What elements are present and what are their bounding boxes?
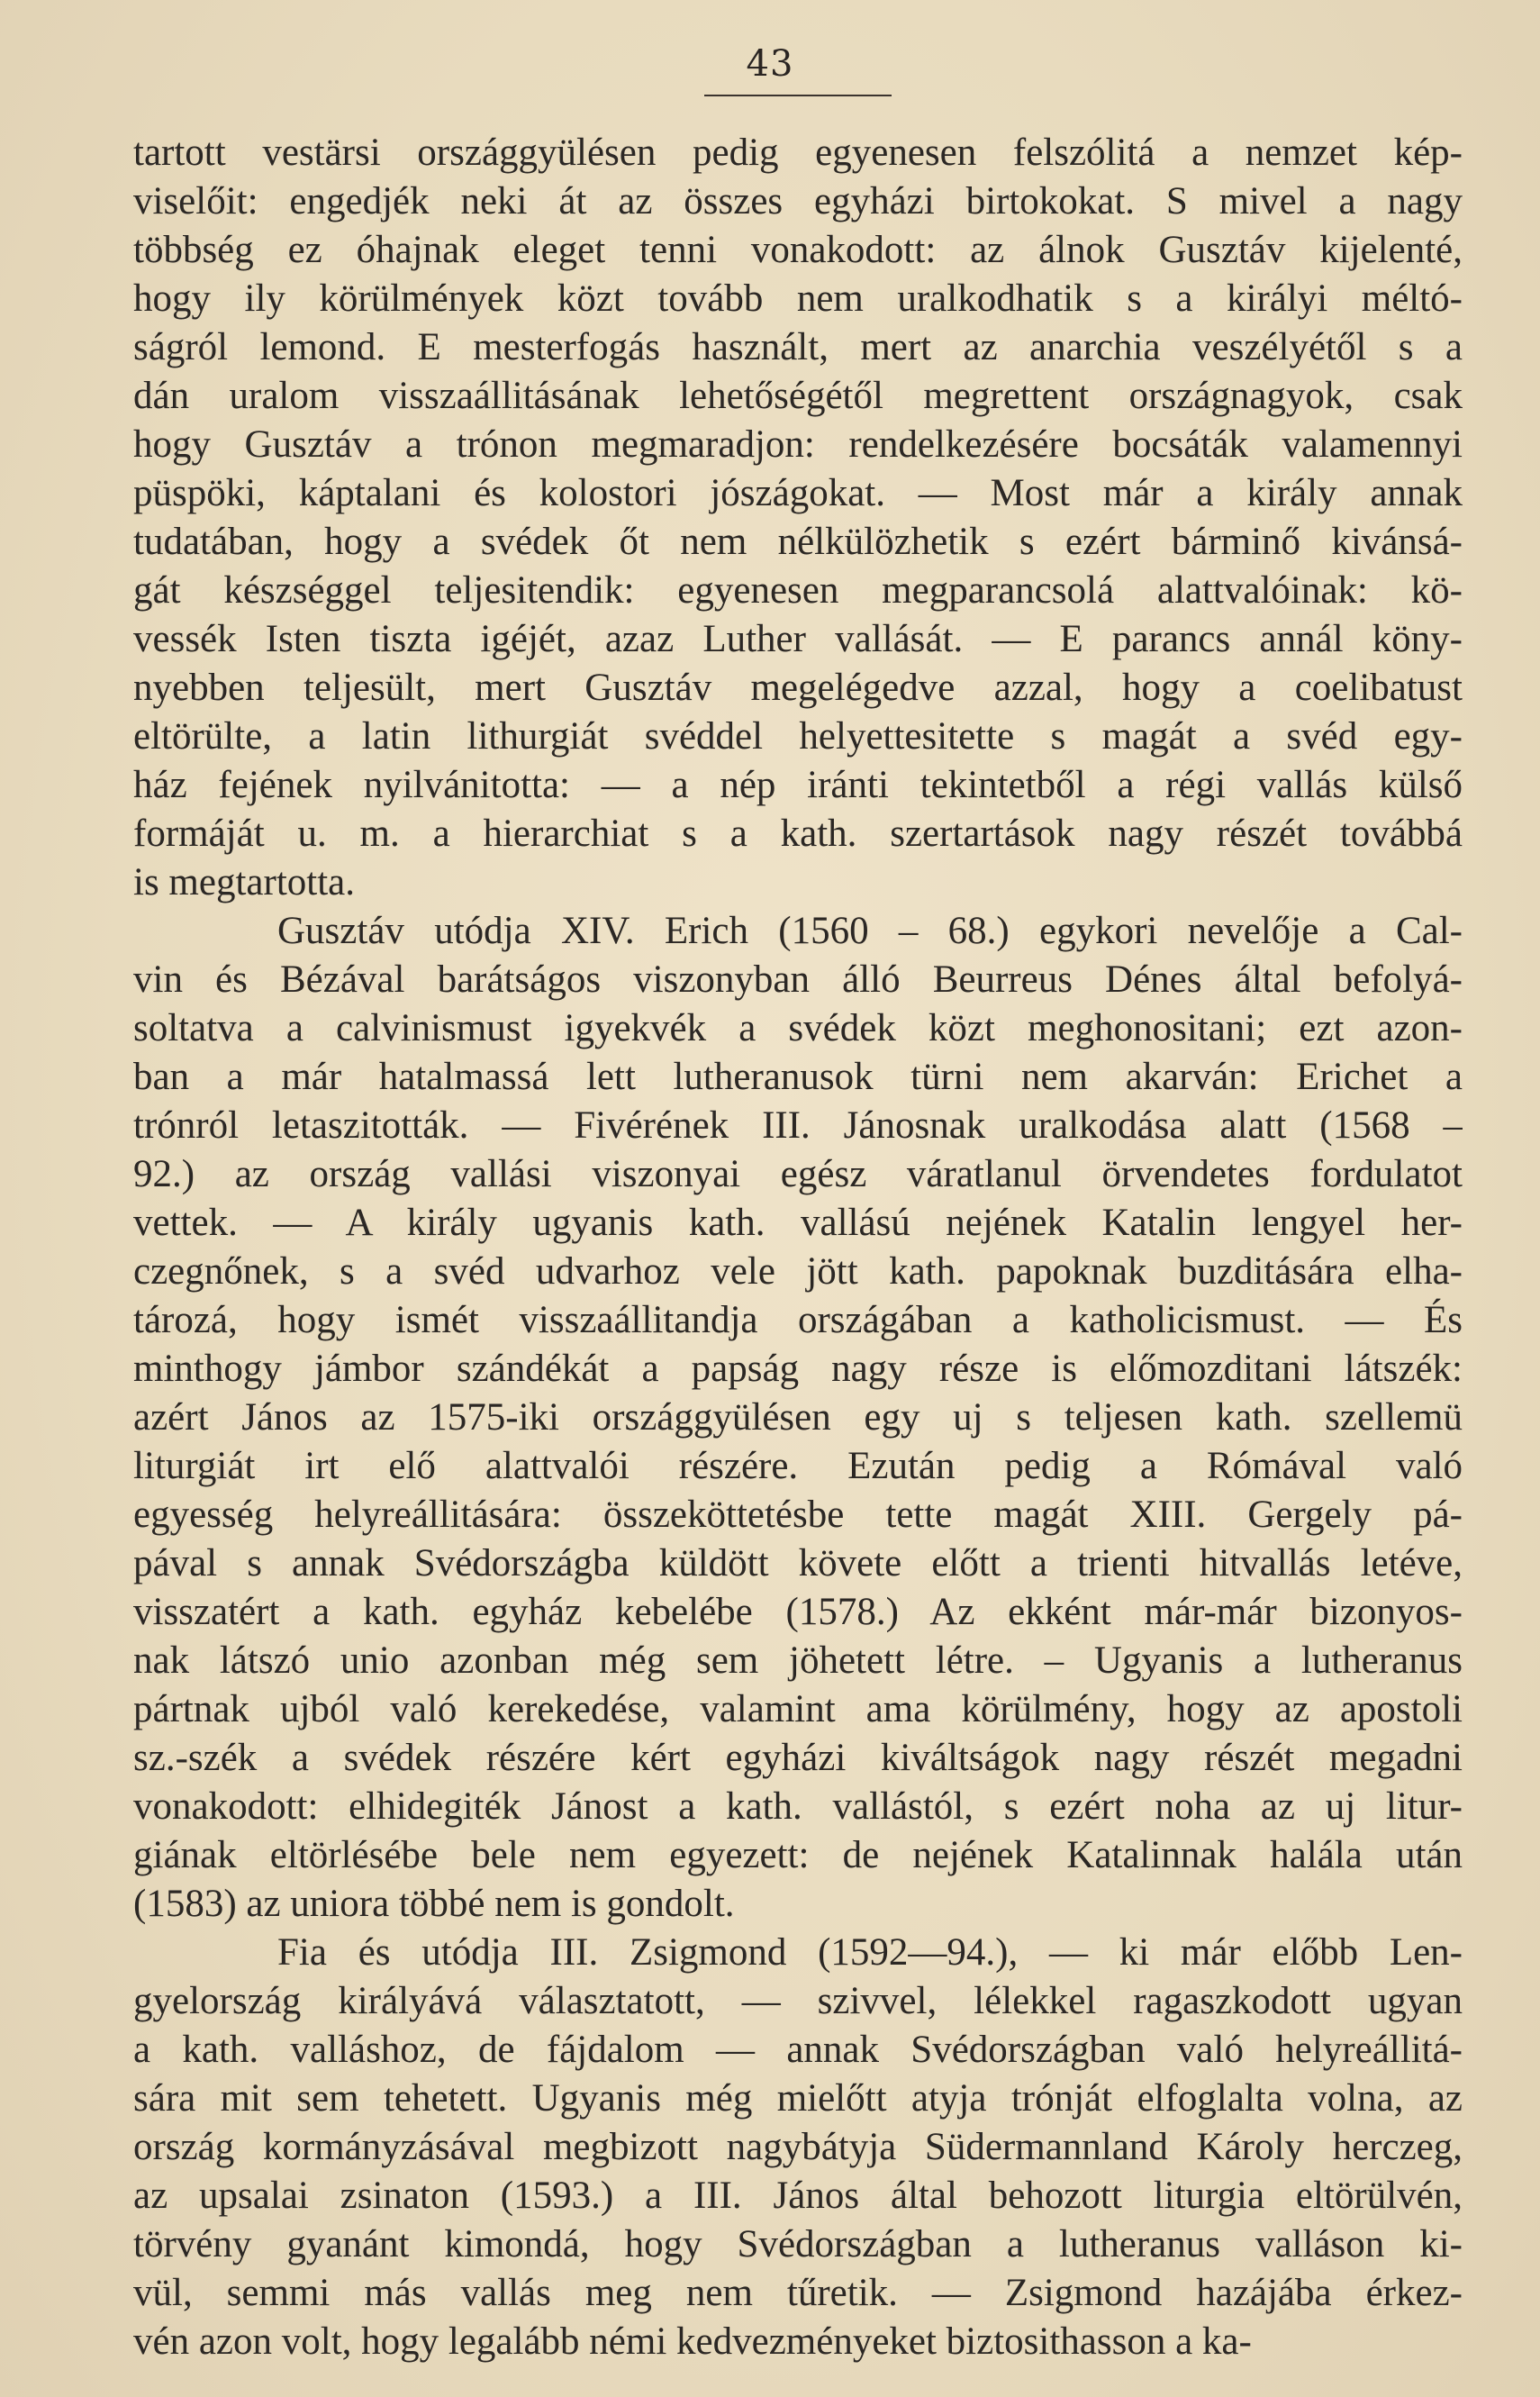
text-line: gyelország királyává választatott, — szivvel, lélekkel ragaszkodott ugyan	[133, 1980, 1463, 2022]
text-line: czegnőnek, s a svéd udvarhoz vele jött kath. papoknak buzditására elha-	[133, 1250, 1463, 1293]
paragraph	[133, 129, 1463, 907]
text-line: vin és Bézával barátságos viszonyban álló Beurreus Dénes által befolyá-	[133, 958, 1463, 1001]
text-line: 92.) az ország vallási viszonyai egész váratlanul örvendetes fordulatot	[133, 1153, 1463, 1195]
text-line: minthogy jámbor szándékát a papság nagy része is előmozditani látszék:	[133, 1348, 1463, 1390]
text-line: többség ez óhajnak eleget tenni vonakodott: az álnok Gusztáv kijelenté,	[133, 229, 1463, 271]
text-line: püspöki, káptalani és kolostori jószágokat. — Most már a király annak	[133, 472, 1463, 514]
text-line: soltatva a calvinismust igyekvék a svédek közt meghonositani; ezt azon-	[133, 1007, 1463, 1049]
page-number: 43	[746, 43, 794, 85]
text-line: (1583) az uniora többé nem is gondolt.	[133, 1883, 735, 1925]
text-line: hogy ily körülmények közt tovább nem uralkodhatik s a királyi méltó-	[133, 277, 1463, 320]
text-line: vettek. — A király ugyanis kath. vallású nejének Katalin lengyel her-	[133, 1202, 1463, 1244]
text-line: egyesség helyreállitására: összeköttetésbe tette magát XIII. Gergely pá-	[133, 1494, 1463, 1536]
text-line: tározá, hogy ismét visszaállitandja országában a katholicismust. — És	[133, 1299, 1463, 1341]
text-line: ban a már hatalmassá lett lutheranusok türni nem akarván: Erichet a	[133, 1056, 1463, 1098]
page-number-rule	[704, 95, 892, 96]
text-line: Fia és utódja III. Zsigmond (1592—94.), — ki már előbb Len-	[277, 1931, 1463, 1974]
text-line: vén azon volt, hogy legalább némi kedvezményeket biztosithasson a ka-	[133, 2320, 1252, 2363]
paragraph	[133, 907, 1463, 1929]
body-text	[133, 129, 1463, 2366]
text-line: tartott vestärsi országgyülésen pedig egyenesen felszólitá a nemzet kép-	[133, 132, 1463, 174]
text-line: hogy Gusztáv a trónon megmaradjon: rendelkezésére bocsáták valamennyi	[133, 423, 1463, 466]
text-line: ságról lemond. E mesterfogás használt, mert az anarchia veszélyétől s a	[133, 326, 1463, 368]
text-line: liturgiát irt elő alattvalói részére. Ezután pedig a Rómával való	[133, 1445, 1463, 1487]
text-line: ház fejének nyilvánitotta: — a nép iránti tekintetből a régi vallás külső	[133, 764, 1463, 806]
text-line: tudatában, hogy a svédek őt nem nélkülözhetik s ezért bárminő kivánsá-	[133, 521, 1463, 563]
text-line: az upsalai zsinaton (1593.) a III. János által behozott liturgia eltörülvén,	[133, 2175, 1463, 2217]
text-line: sz.-szék a svédek részére kért egyházi kiváltságok nagy részét megadni	[133, 1737, 1463, 1779]
text-line: trónról letaszitották. — Fivérének III. Jánosnak uralkodása alatt (1568 –	[133, 1104, 1463, 1147]
text-line: visszatért a kath. egyház kebelébe (1578.) Az ekként már-már bizonyos-	[133, 1591, 1463, 1633]
text-line: eltörülte, a latin lithurgiát svéddel helyettesitette s magát a svéd egy-	[133, 715, 1463, 758]
text-line: pártnak ujból való kerekedése, valamint ama körülmény, hogy az apostoli	[133, 1688, 1463, 1730]
text-line: a kath. valláshoz, de fájdalom — annak Svédországban való helyreállitá-	[133, 2029, 1463, 2071]
text-line: is megtartotta.	[133, 861, 355, 903]
text-line: nyebben teljesült, mert Gusztáv megelégedve azzal, hogy a coelibatust	[133, 667, 1463, 709]
text-line: Gusztáv utódja XIV. Erich (1560 – 68.) egykori nevelője a Cal-	[277, 910, 1463, 952]
paragraph	[133, 1929, 1463, 2366]
text-line: sára mit sem tehetett. Ugyanis még mielőtt atyja trónját elfoglalta volna, az	[133, 2077, 1463, 2120]
text-line: ország kormányzásával megbizott nagybátyja Südermannland Károly herczeg,	[133, 2126, 1463, 2168]
text-line: gát készséggel teljesitendik: egyenesen megparancsolá alattvalóinak: kö-	[133, 569, 1463, 612]
text-line: nak látszó unio azonban még sem jöhetett létre. – Ugyanis a lutheranus	[133, 1639, 1463, 1682]
text-line: formáját u. m. a hierarchiat s a kath. szertartások nagy részét továbbá	[133, 813, 1463, 855]
text-line: vonakodott: elhidegiték Jánost a kath. vallástól, s ezért noha az uj litur-	[133, 1785, 1463, 1828]
text-line: vül, semmi más vallás meg nem tűretik. — Zsigmond hazájába érkez-	[133, 2272, 1463, 2314]
text-line: viselőit: engedjék neki át az összes egyházi birtokokat. S mivel a nagy	[133, 180, 1463, 222]
text-line: giának eltörlésébe bele nem egyezett: de nejének Katalinnak halála után	[133, 1834, 1463, 1876]
text-line: pával s annak Svédországba küldött követe előtt a trienti hitvallás letéve,	[133, 1542, 1463, 1584]
text-line: azért János az 1575-iki országgyülésen egy uj s teljesen kath. szellemü	[133, 1396, 1463, 1439]
text-line: törvény gyanánt kimondá, hogy Svédországban a lutheranus valláson ki-	[133, 2223, 1463, 2265]
text-line: dán uralom visszaállitásának lehetőségétől megrettent országnagyok, csak	[133, 375, 1463, 417]
text-line: vessék Isten tiszta igéjét, azaz Luther vallását. — E parancs annál köny-	[133, 618, 1463, 660]
